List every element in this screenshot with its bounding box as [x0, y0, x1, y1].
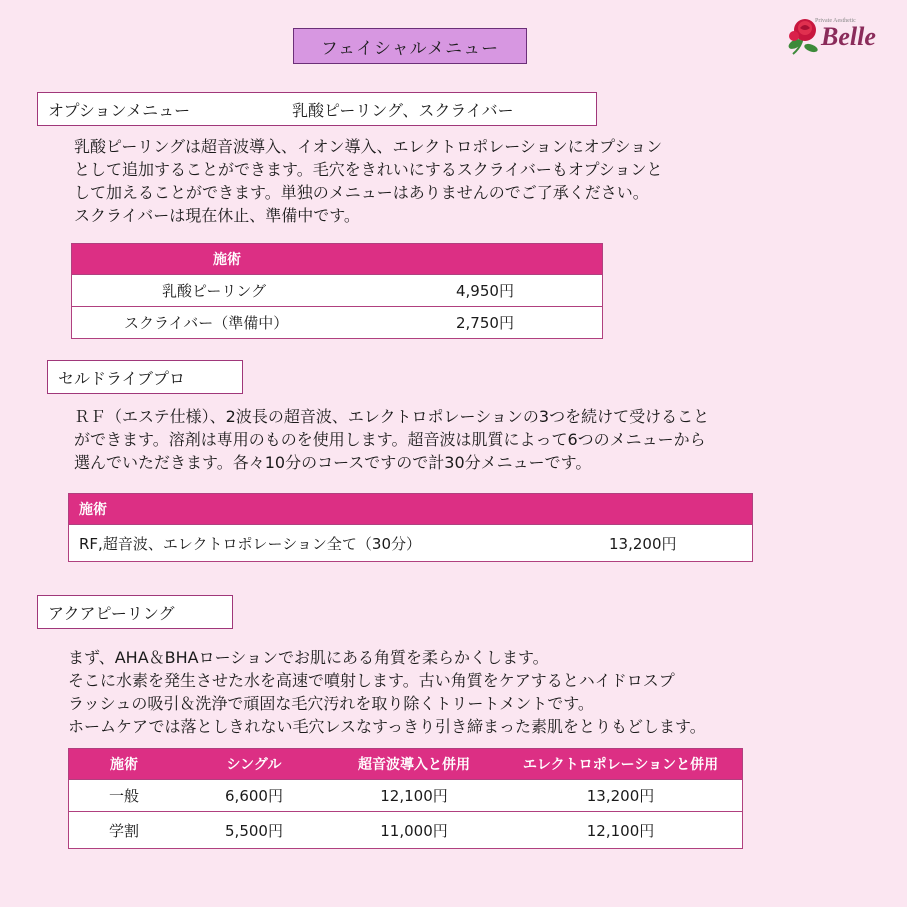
option-line: スクライバーは現在休止、準備中です。 [74, 206, 360, 225]
option-table-header-blank [382, 244, 603, 275]
option-menu-subheading: 乳酸ピーリング、スクライバー [292, 100, 514, 120]
logo-brand: Belle [821, 22, 876, 51]
aqua-line: まず、AHA＆BHAローションでお肌にある角質を柔らかくします。 [68, 648, 549, 667]
table-row [69, 780, 743, 812]
treatment-name: 乳酸ピーリング [72, 275, 383, 307]
aqua-cell-electroporation: 12,100円 [499, 812, 743, 849]
aqua-line: ラッシュの吸引＆洗浄で頑固な毛穴汚れを取り除くトリートメントです。 [68, 694, 594, 713]
treatment-price: 13,200円 [609, 525, 753, 562]
aqua-cell-electroporation: 13,200円 [499, 780, 743, 812]
option-line: 乳酸ピーリングは超音波導入、イオン導入、エレクトロポレーションにオプション [74, 137, 663, 156]
table-row [69, 812, 743, 849]
aqua-header-treatment: 施術 [69, 749, 180, 780]
treatment-price: 2,750円 [382, 307, 603, 339]
logo-tagline: Private Aesthetic [815, 18, 856, 24]
celldrive-price-table [68, 493, 753, 562]
table-row [72, 275, 603, 307]
option-line: として追加することができます。毛穴をきれいにするスクライバーもオプションと [74, 160, 663, 179]
option-menu-heading: オプションメニュー [48, 100, 191, 120]
option-menu-heading-box [37, 92, 597, 126]
page-title: フェイシャルメニュー [293, 28, 527, 64]
table-row [72, 307, 603, 339]
celldrive-line: ＲＦ（エステ仕様）、2波長の超音波、エレクトロポレーションの3つを続けて受けること [74, 407, 710, 426]
celldrive-line: 選んでいただきます。各々10分のコースですので計30分メニューです。 [74, 453, 592, 472]
celldrive-table-header-blank [609, 494, 753, 525]
aqua-header-electroporation: エレクトロポレーションと併用 [499, 749, 743, 780]
aqua-cell-single: 6,600円 [179, 780, 329, 812]
celldrive-description [74, 405, 709, 474]
treatment-name: RF,超音波、エレクトロポレーション全て（30分） [69, 525, 610, 562]
aqua-cell-category: 一般 [69, 780, 180, 812]
aqua-cell-ultrasound: 12,100円 [329, 780, 499, 812]
table-row [69, 525, 753, 562]
aqua-header-single: シングル [179, 749, 329, 780]
option-line: して加えることができます。単独のメニューはありませんのでご了承ください。 [74, 183, 649, 202]
aqua-description [68, 646, 706, 738]
treatment-name: スクライバー（準備中） [72, 307, 383, 339]
celldrive-table-header: 施術 [69, 494, 610, 525]
celldrive-heading-box [47, 360, 243, 394]
option-table-header: 施術 [72, 244, 383, 275]
celldrive-heading: セルドライブプロ [58, 368, 186, 388]
aqua-line: ホームケアでは落としきれない毛穴レスなすっきり引き締まった素肌をとりもどします。 [68, 717, 706, 736]
aqua-header-ultrasound: 超音波導入と併用 [329, 749, 499, 780]
option-price-table [71, 243, 603, 339]
treatment-price: 4,950円 [382, 275, 603, 307]
aqua-cell-ultrasound: 11,000円 [329, 812, 499, 849]
aqua-cell-category: 学割 [69, 812, 180, 849]
belle-logo [785, 14, 885, 58]
celldrive-line: ができます。溶剤は専用のものを使用します。超音波は肌質によって6つのメニューから [74, 430, 706, 449]
aqua-heading: アクアピーリング [48, 603, 175, 623]
aqua-heading-box [37, 595, 233, 629]
aqua-line: そこに水素を発生させた水を高速で噴射します。古い角質をケアするとハイドロスプ [68, 671, 675, 690]
option-description [74, 135, 662, 227]
aqua-cell-single: 5,500円 [179, 812, 329, 849]
aqua-price-table [68, 748, 743, 849]
